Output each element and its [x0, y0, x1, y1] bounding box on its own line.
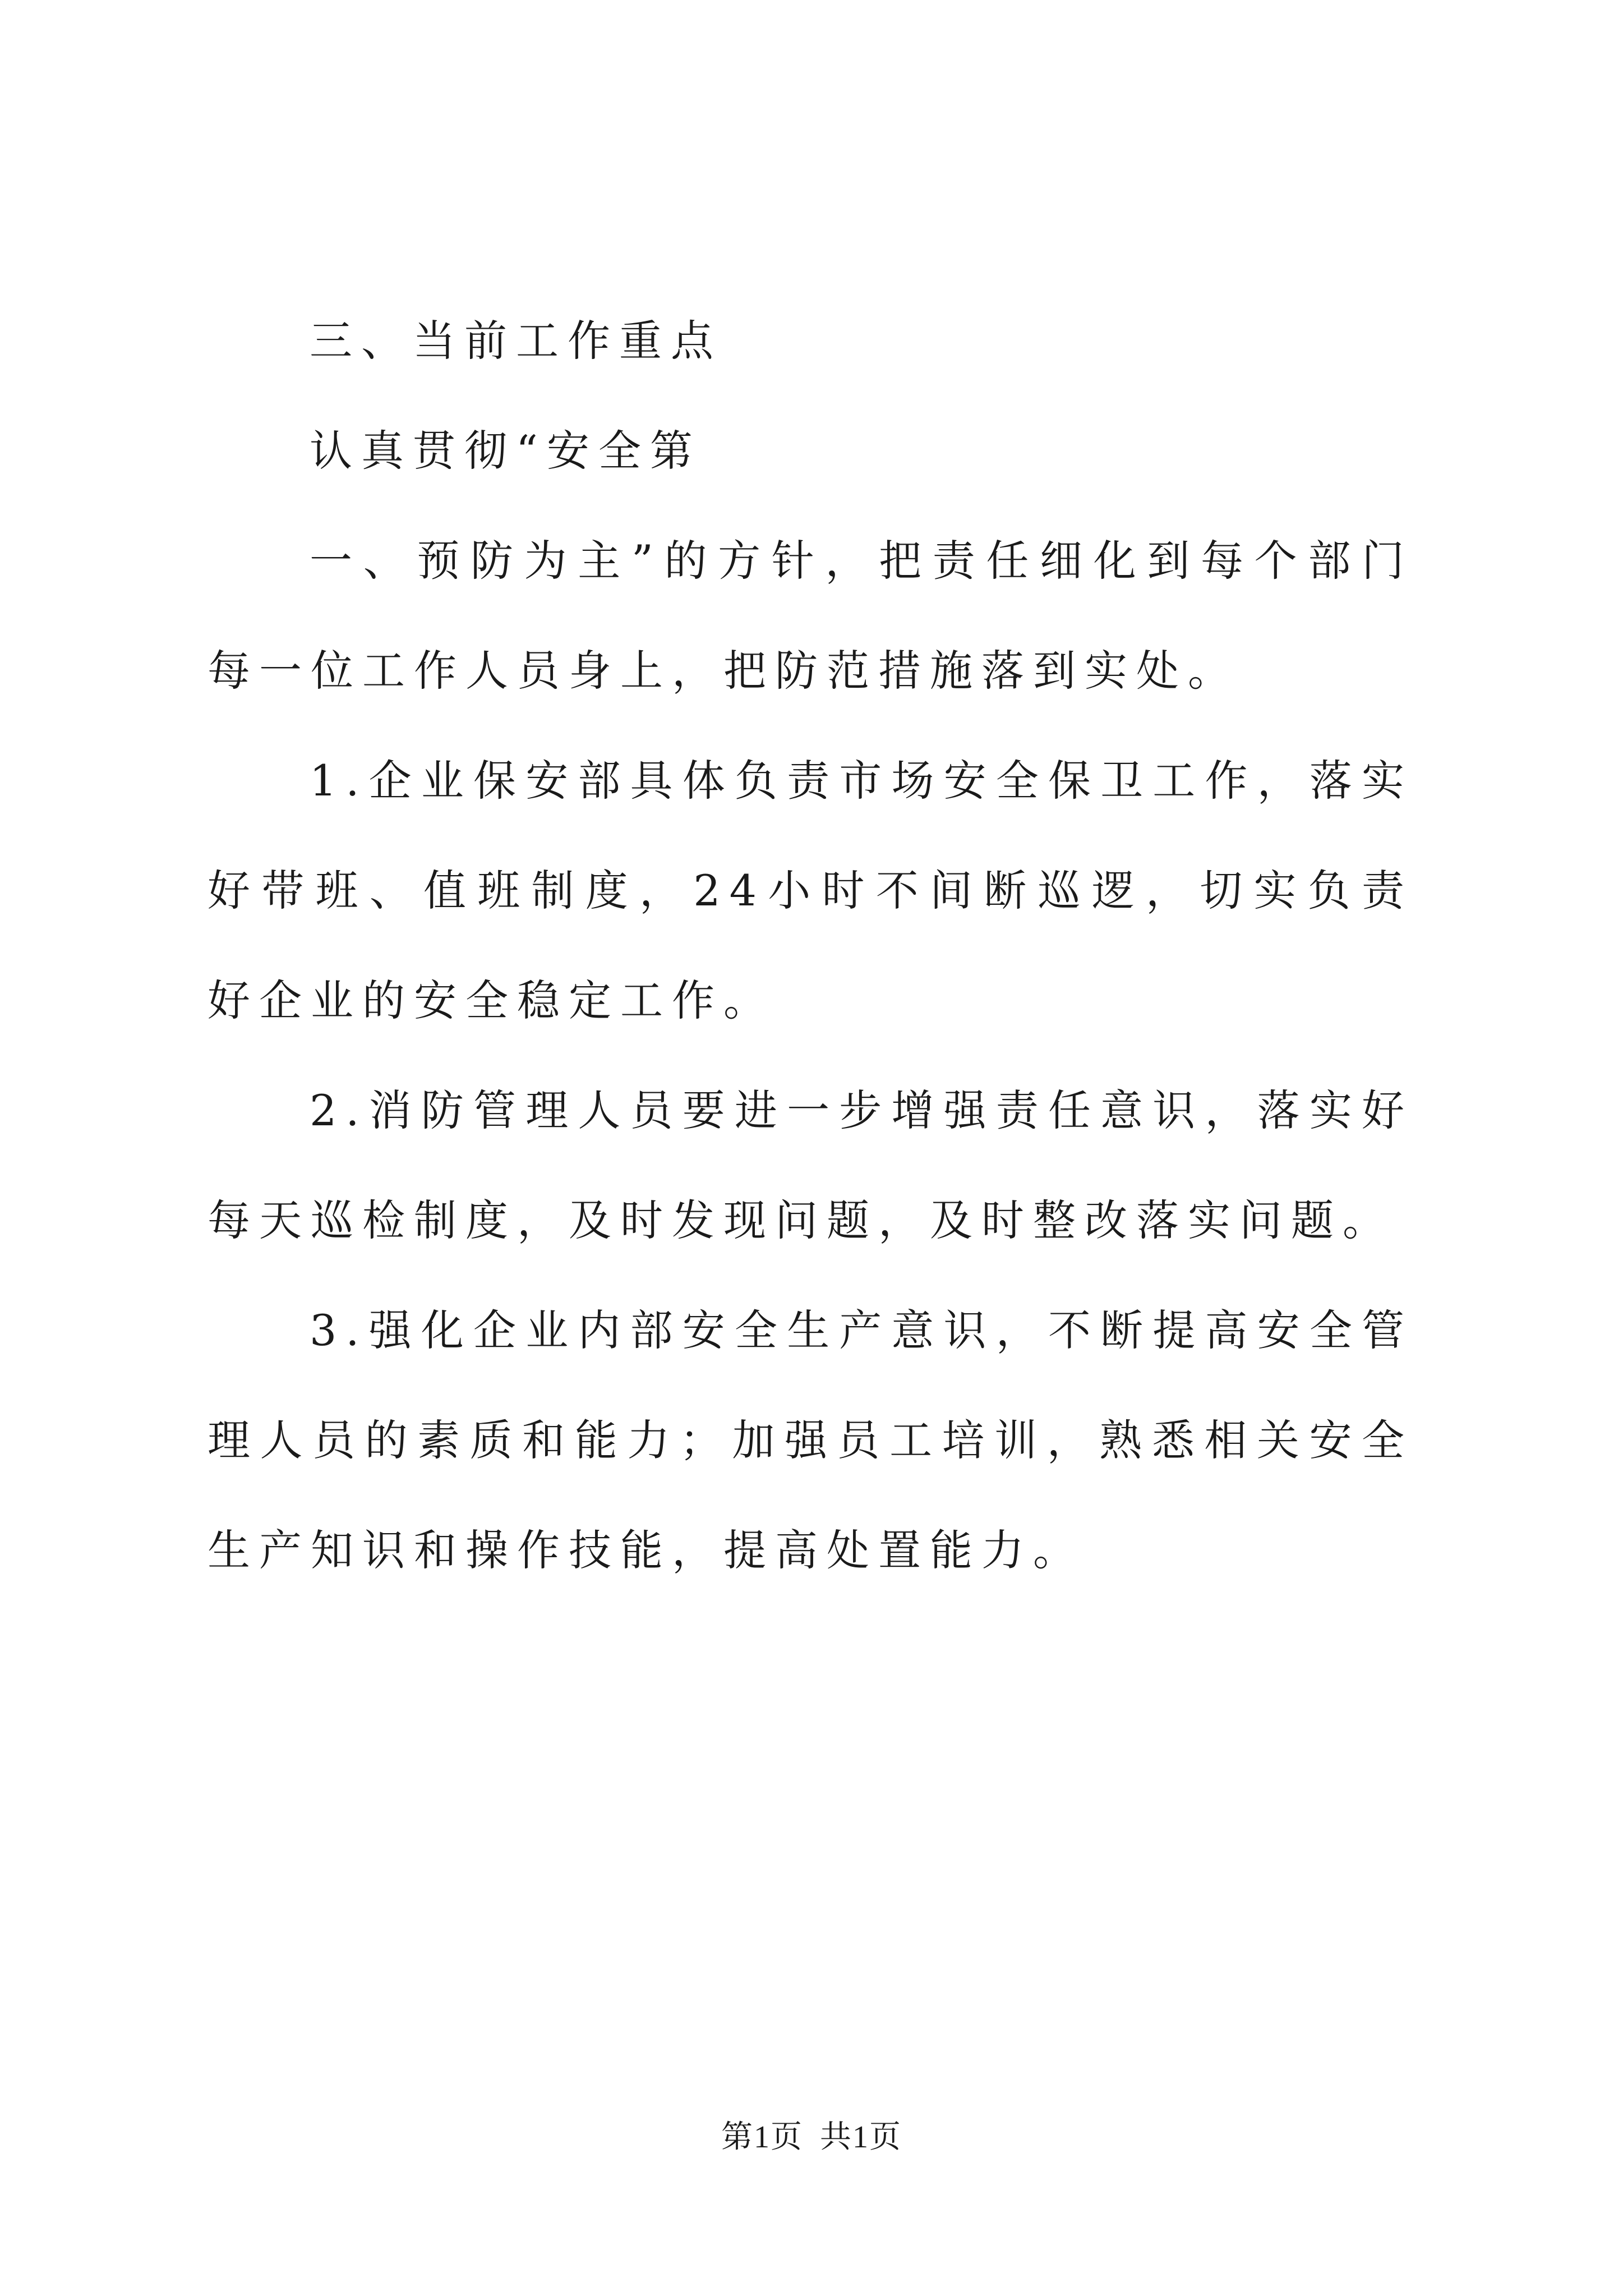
page-number: 第1页: [721, 2120, 803, 2155]
body-paragraph: 一、预防为主”的方针，把责任细化到每个部门每一位工作人员身上，把防范措施落到实处。: [208, 536, 1413, 696]
page-total: 共1页: [820, 2120, 902, 2155]
list-item: 2.消防管理人员要进一步增强责任意识，落实好每天巡检制度，及时发现问题，及时整改落实问题。: [208, 1085, 1413, 1245]
document-body: [208, 286, 1413, 1605]
list-item: 3.强化企业内部安全生产意识，不断提高安全管理人员的素质和能力；加强员工培训，熟悉相关安全生产知识和操作技能，提高处置能力。: [208, 1305, 1413, 1575]
section-heading: 三、当前工作重点: [310, 316, 722, 366]
page-footer: [0, 2115, 1623, 2160]
list-item: 1.企业保安部具体负责市场安全保卫工作，落实好带班、值班制度，24小时不间断巡逻，切实负责好企业的安全稳定工作。: [208, 756, 1413, 1025]
body-paragraph: 认真贯彻“安全第: [310, 426, 702, 476]
